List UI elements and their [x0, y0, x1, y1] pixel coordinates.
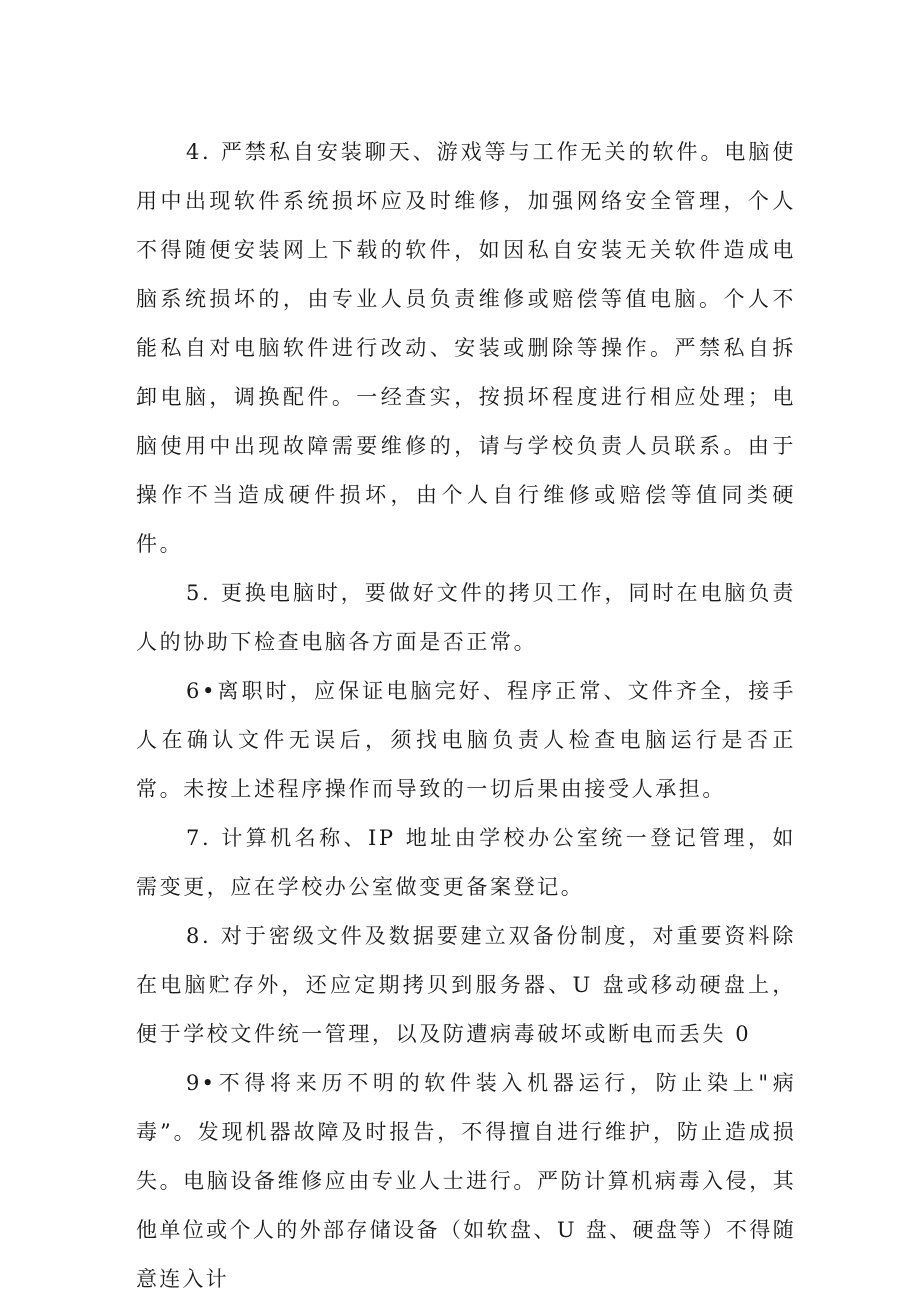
paragraph-item-5: 5. 更换电脑时，要做好文件的拷贝工作，同时在电脑负责人的协助下检查电脑各方面是否正常。: [136, 581, 796, 654]
paragraph-item-9: 9•不得将来历不明的软件装入机器运行，防止染上"病毒”。发现机器故障及时报告，不得擅自进行维护，防止造成损失。电脑设备维修应由专业人士进行。严防计算机病毒入侵，其他单位或个人的外部存储设备（如软盘、U 盘、硬盘等）不得随意连入计: [136, 1071, 796, 1291]
paragraph-item-6: 6•离职时，应保证电脑完好、程序正常、文件齐全，接手人在确认文件无误后，须找电脑负责人检查电脑运行是否正常。未按上述程序操作而导致的一切后果由接受人承担。: [136, 679, 796, 801]
paragraph-item-7: 7. 计算机名称、IP 地址由学校办公室统一登记管理，如需变更，应在学校办公室做变更备案登记。: [136, 826, 796, 899]
document-body: [136, 128, 796, 1304]
paragraph-item-4: 4. 严禁私自安装聊天、游戏等与工作无关的软件。电脑使用中出现软件系统损坏应及时维修，加强网络安全管理，个人不得随便安装网上下载的软件，如因私自安装无关软件造成电脑系统损坏的，由专业人员负责维修或赔偿等值电脑。个人不能私自对电脑软件进行改动、安装或删除等操作。严禁私自拆卸电脑，调换配件。一经查实，按损坏程度进行相应处理；电脑使用中出现故障需要维修的，请与学校负责人员联系。由于操作不当造成硬件损坏，由个人自行维修或赔偿等值同类硬件。: [136, 140, 796, 556]
paragraph-item-8: 8. 对于密级文件及数据要建立双备份制度，对重要资料除在电脑贮存外，还应定期拷贝到服务器、U 盘或移动硬盘上，便于学校文件统一管理，以及防遭病毒破坏或断电而丢失 0: [136, 924, 796, 1046]
